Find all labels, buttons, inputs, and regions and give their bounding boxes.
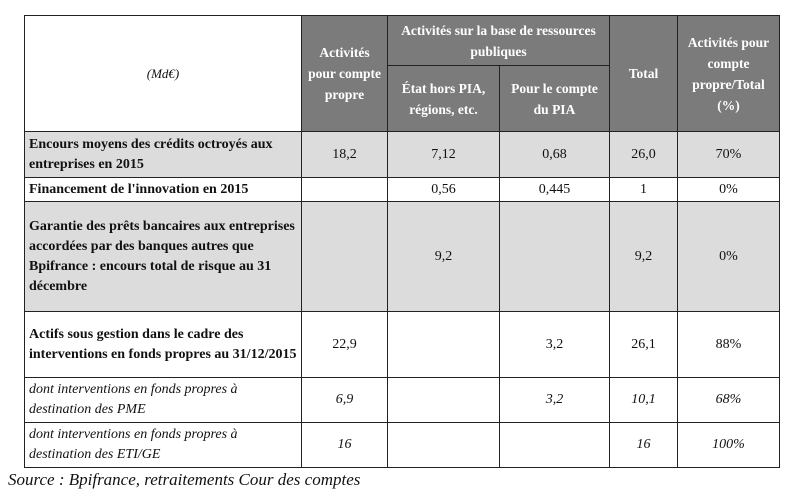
source-note: Source : Bpifrance, retraitements Cour des comptes [8, 470, 361, 489]
cell-pia [500, 202, 610, 312]
cell-pia [500, 423, 610, 468]
header-state: État hors PIA, régions, etc. [388, 66, 500, 132]
cell-ratio: 0% [678, 202, 780, 312]
cell-state: 0,56 [388, 178, 500, 202]
cell-state [388, 378, 500, 423]
cell-pia: 3,2 [500, 378, 610, 423]
cell-ratio: 100% [678, 423, 780, 468]
cell-own: 16 [302, 423, 388, 468]
cell-total: 16 [610, 423, 678, 468]
header-total: Total [610, 16, 678, 132]
cell-ratio: 0% [678, 178, 780, 202]
table-row [25, 132, 780, 178]
cell-total: 10,1 [610, 378, 678, 423]
cell-ratio: 70% [678, 132, 780, 178]
cell-own: 18,2 [302, 132, 388, 178]
cell-own [302, 202, 388, 312]
unit-label: (Md€) [25, 16, 302, 132]
cell-pia: 0,445 [500, 178, 610, 202]
table-row [25, 202, 780, 312]
financing-table [24, 15, 780, 468]
table-row [25, 378, 780, 423]
row-label: Encours moyens des crédits octroyés aux entreprises en 2015 [25, 132, 302, 178]
table-row [25, 178, 780, 202]
cell-ratio: 88% [678, 312, 780, 378]
row-label: Actifs sous gestion dans le cadre des interventions en fonds propres au 31/12/2015 [25, 312, 302, 378]
cell-pia: 0,68 [500, 132, 610, 178]
row-label: dont interventions en fonds propres à destination des ETI/GE [25, 423, 302, 468]
cell-state: 9,2 [388, 202, 500, 312]
table-row [25, 312, 780, 378]
cell-total: 26,1 [610, 312, 678, 378]
cell-ratio: 68% [678, 378, 780, 423]
cell-own [302, 178, 388, 202]
header-ratio: Activités pour compte propre/Total (%) [678, 16, 780, 132]
row-label: dont interventions en fonds propres à destination des PME [25, 378, 302, 423]
table-row [25, 423, 780, 468]
cell-own: 6,9 [302, 378, 388, 423]
cell-total: 9,2 [610, 202, 678, 312]
cell-pia: 3,2 [500, 312, 610, 378]
header-own-account: Activités pour compte propre [302, 16, 388, 132]
cell-state: 7,12 [388, 132, 500, 178]
cell-total: 1 [610, 178, 678, 202]
row-label: Financement de l'innovation en 2015 [25, 178, 302, 202]
row-label: Garantie des prêts bancaires aux entreprises accordées par des banques autres que Bpifrance : encours total de risque au 31 décembre [25, 202, 302, 312]
header-pia: Pour le compte du PIA [500, 66, 610, 132]
cell-state [388, 423, 500, 468]
cell-total: 26,0 [610, 132, 678, 178]
cell-own: 22,9 [302, 312, 388, 378]
header-public-resources: Activités sur la base de ressources publiques [388, 16, 610, 66]
cell-state [388, 312, 500, 378]
